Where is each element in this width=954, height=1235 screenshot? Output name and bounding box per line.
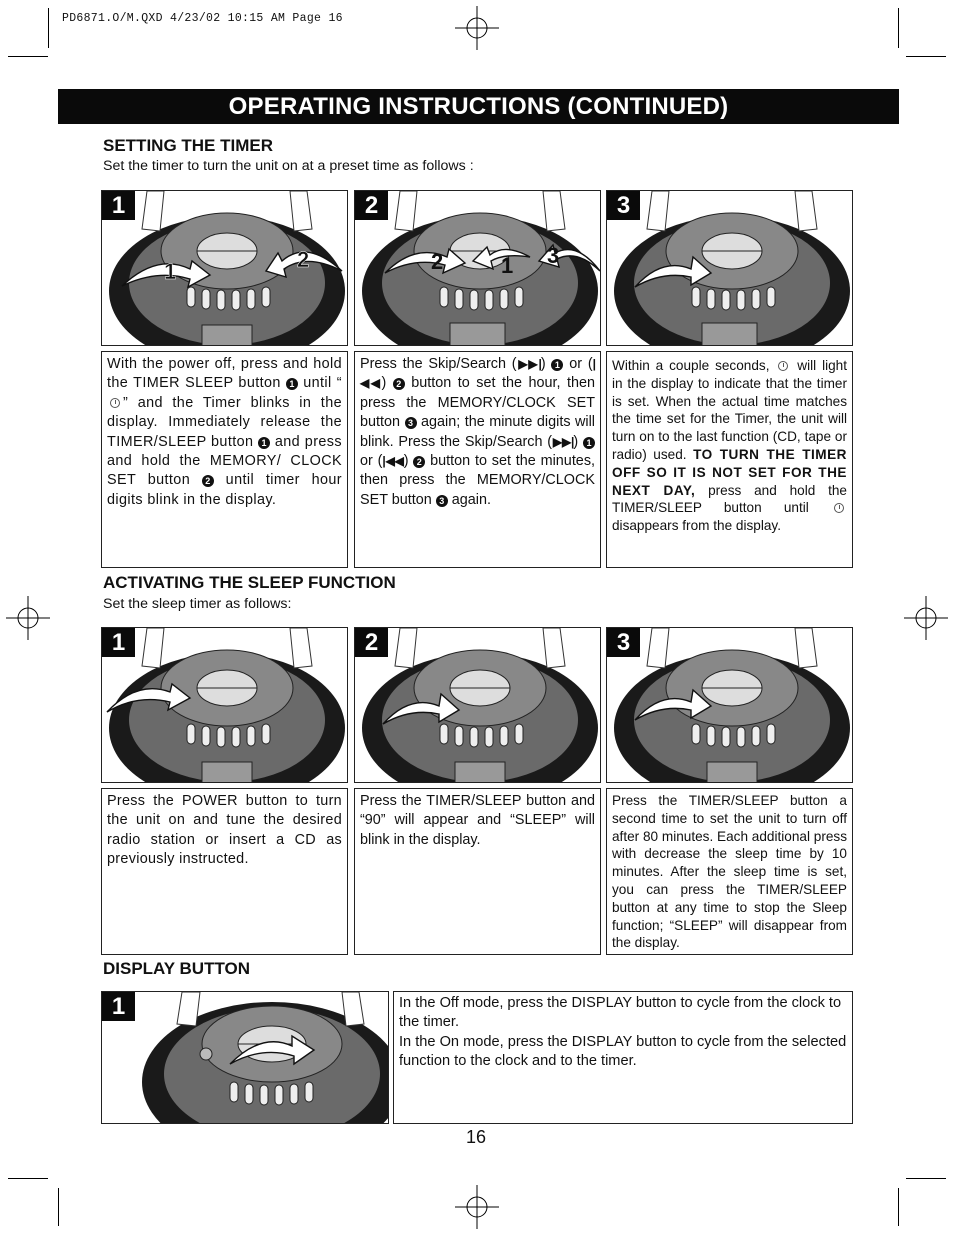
boombox-illustration (102, 191, 348, 346)
skip-back-icon: |◀◀ (382, 454, 404, 469)
callout-number: 3 (547, 243, 560, 268)
section-title-timer: SETTING THE TIMER (103, 136, 273, 155)
sleep-step-2-image (354, 627, 601, 783)
sleep-step-1-image (101, 627, 348, 783)
registration-mark-icon (455, 6, 499, 50)
section-title-display: DISPLAY BUTTON (103, 959, 251, 978)
sleep-step-3-text: Press the TIMER/SLEEP button a second time to set the unit to turn off after 80 minutes. Each additional press with decrease the sleep time by 10 minutes. After the sleep time is set, you can press the TIMER/SLEEP button at any time to stop the Sleep function; “SLEEP” will disappear from the display. (606, 788, 853, 955)
crop-mark (8, 56, 48, 57)
callout-3-icon: 3 (405, 417, 417, 429)
skip-forward-icon: ▶▶| (552, 434, 574, 449)
step-badge: 1 (102, 992, 135, 1021)
display-step-1-text (393, 991, 853, 1124)
boombox-illustration (355, 628, 601, 783)
boombox-illustration (355, 191, 601, 346)
timer-step-2-image (354, 190, 601, 346)
step-badge: 3 (607, 628, 640, 657)
callout-2-icon: 2 (393, 378, 405, 390)
skip-forward-icon: ▶▶| (516, 357, 541, 371)
crop-mark (898, 8, 899, 48)
callout-1-icon: 1 (286, 378, 298, 390)
registration-mark-icon (455, 1185, 499, 1229)
boombox-illustration (607, 628, 853, 783)
step-badge: 1 (102, 628, 135, 657)
step-badge: 3 (607, 191, 640, 220)
callout-number: 2 (431, 249, 444, 274)
boombox-illustration (102, 992, 389, 1124)
sleep-step-3-image (606, 627, 853, 783)
callout-number: 1 (501, 253, 514, 278)
timer-step-1-text: With the power off, press and hold the TIMER SLEEP button 1 until “” and the Timer blinks in the display. Immediately release the TIMER/SLEEP button 1 and press and hold the MEMORY/ CLOCK SET button 2 until timer hour digits blink in the display. (101, 351, 348, 568)
callout-1-icon: 1 (551, 359, 563, 371)
boombox-illustration (607, 191, 853, 346)
callout-3-icon: 3 (436, 495, 448, 507)
step-badge: 2 (355, 628, 388, 657)
print-slug: PD6871.O/M.QXD 4/23/02 10:15 AM Page 16 (62, 12, 343, 25)
callout-2-icon: 2 (202, 475, 214, 487)
registration-mark-icon (6, 596, 50, 640)
display-step-1-image (101, 991, 389, 1124)
page-number: 16 (466, 1127, 487, 1147)
crop-mark (48, 8, 49, 48)
callout-1-icon: 1 (258, 437, 270, 449)
sleep-step-1-text: Press the POWER button to turn the unit on and tune the desired radio station or insert a CD as previously instructed. (101, 788, 348, 955)
display-off-mode-text: In the Off mode, press the DISPLAY button to cycle from the clock to the timer. (399, 995, 842, 1031)
timer-step-3-image (606, 190, 853, 346)
crop-mark (898, 1188, 899, 1226)
page-banner: OPERATING INSTRUCTIONS (CONTINUED) (58, 89, 899, 124)
section-title-sleep: ACTIVATING THE SLEEP FUNCTION (103, 573, 396, 592)
clock-symbol-icon (834, 503, 844, 513)
clock-symbol-icon (110, 398, 120, 408)
clock-symbol-icon (778, 361, 788, 371)
section-intro-timer: Set the timer to turn the unit on at a preset time as follows : (103, 158, 474, 174)
crop-mark (58, 1188, 59, 1226)
timer-step-1-image (101, 190, 348, 346)
skip-back-icon: |◀◀ (360, 357, 596, 391)
step-badge: 1 (102, 191, 135, 220)
display-on-mode-text: In the On mode, press the DISPLAY button to cycle from the selected function to the clock and to the timer. (399, 1033, 847, 1070)
timer-step-3-text: Within a couple seconds, will light in the display to indicate that the timer is set. When the actual time matches the time set for the Timer, the unit will turn on to the last function (CD, tape or radio) used. TO TURN THE TIMER OFF SO IT IS NOT SET FOR THE NEXT DAY, press and hold the TIMER/SLEEP button until disappears from the display. (606, 351, 853, 568)
step-badge: 2 (355, 191, 388, 220)
registration-mark-icon (904, 596, 948, 640)
crop-mark (906, 1178, 946, 1179)
timer-step-2-text: Press the Skip/Search (▶▶|) 1 or (|◀◀) 2 button to set the hour, then press the MEMORY/CLOCK SET button 3 again; the minute digits will blink. Press the Skip/Search (▶▶|) 1 or (|◀◀) 2 button to set the minutes, then press the MEMORY/CLOCK SET button 3 again. (354, 351, 601, 568)
sleep-step-2-text: Press the TIMER/SLEEP button and “90” will appear and “SLEEP” will blink in the display. (354, 788, 601, 955)
crop-mark (8, 1178, 48, 1179)
section-intro-sleep: Set the sleep timer as follows: (103, 596, 292, 612)
callout-number: 1 (164, 259, 177, 284)
callout-1-icon: 1 (583, 437, 595, 449)
callout-2-icon: 2 (413, 456, 425, 468)
boombox-illustration (102, 628, 348, 783)
callout-number: 2 (297, 247, 310, 272)
crop-mark (906, 56, 946, 57)
